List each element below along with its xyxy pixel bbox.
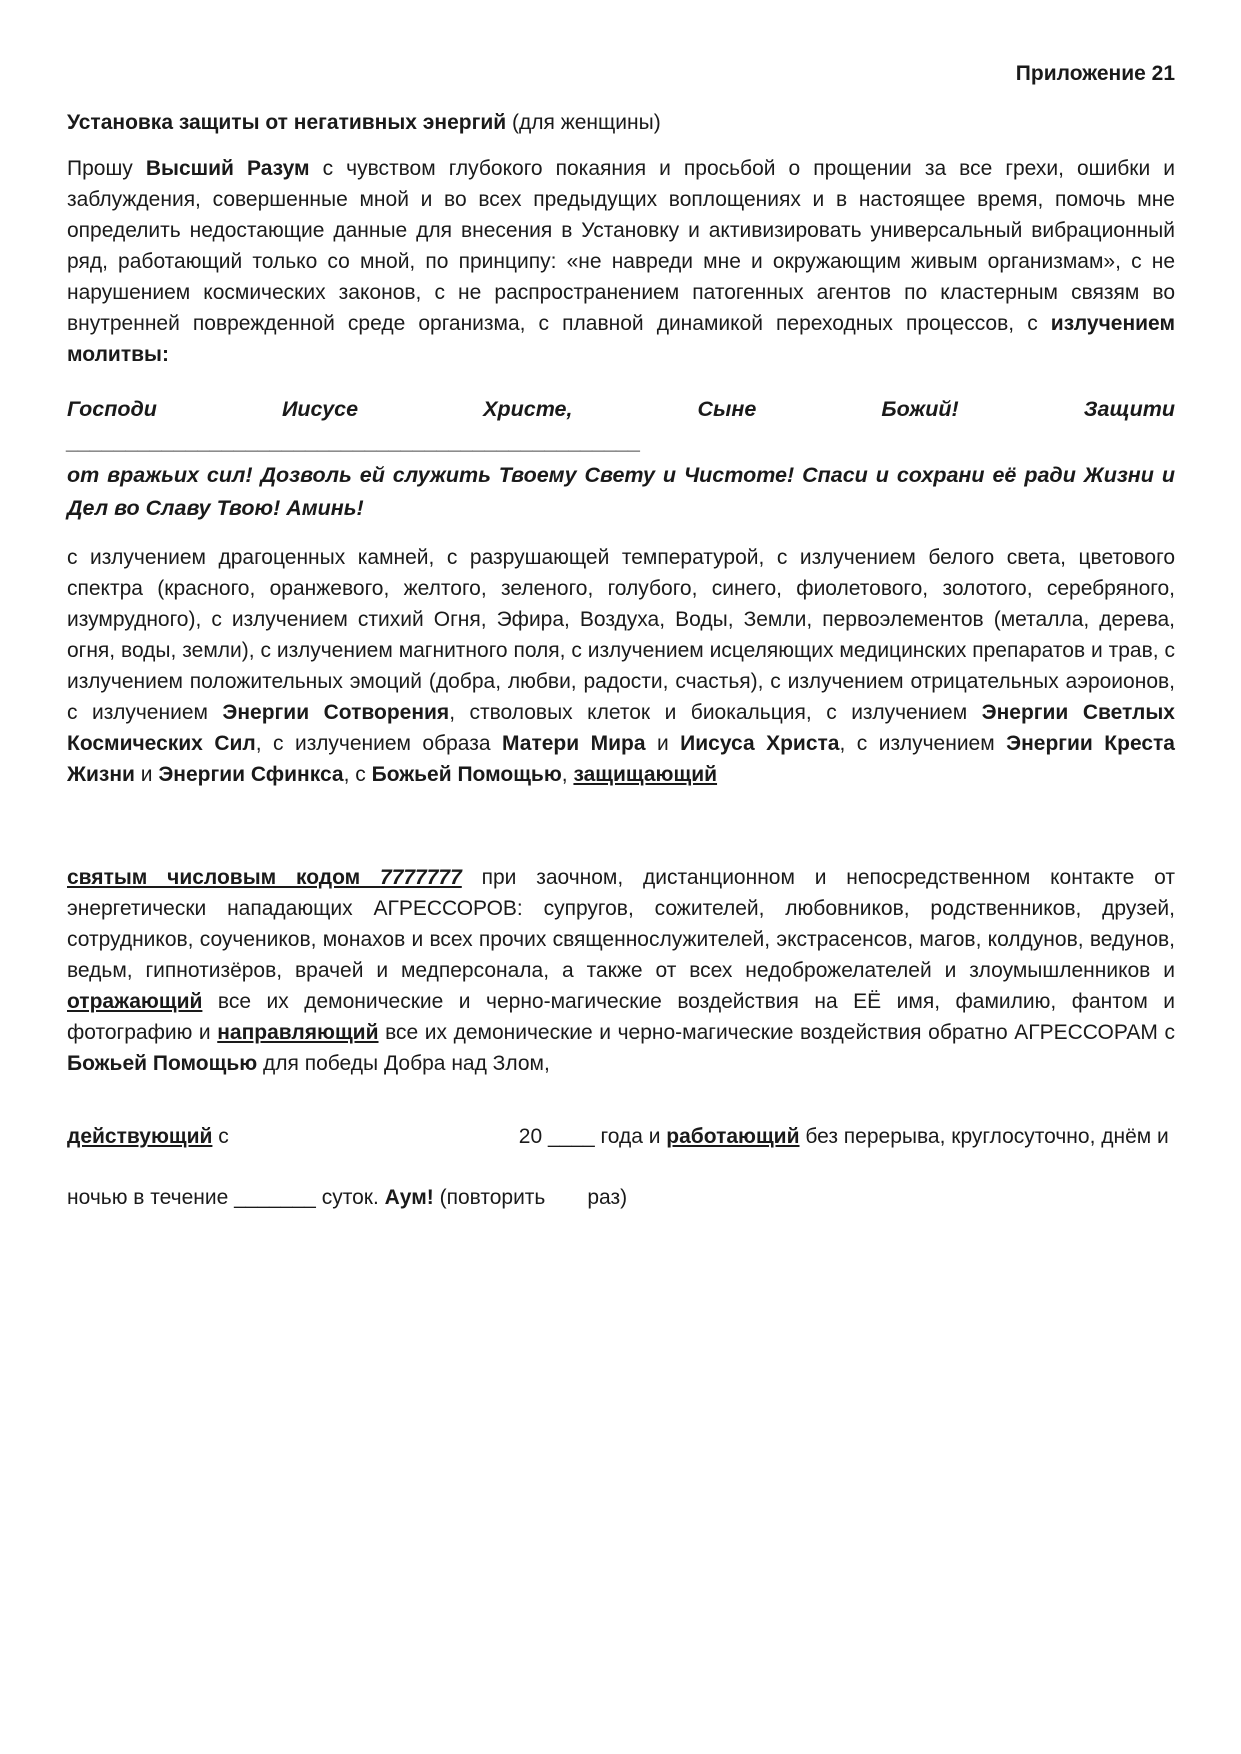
blank-space (229, 1142, 519, 1143)
blank-space (545, 1203, 587, 1204)
text-run: все их демонические и черно-магические воздействия обратно АГРЕССОРАМ с (378, 1021, 1176, 1044)
text-run: Энергии Креста Жизни (67, 732, 1175, 786)
blank-field: ________________________________________________ (67, 430, 641, 454)
code-paragraph (67, 862, 1175, 1079)
intro-paragraph (67, 153, 1175, 370)
prayer-line-with-blank (67, 393, 1175, 459)
text-run: при заочном, дистанционном и непосредственном контакте от энергетически нападающих АГРЕССОРОВ: супругов, сожителей, любовников, родственников, друзей, сотрудников, соучеников, монахов и всех прочих священнослужителей, экстрасенсов, магов, колдунов, ведунов, ведьм, гипнотизёров, врачей и медперсонала, а также от всех недоброжелателей и злоумышленников и (67, 866, 1175, 982)
text-run: Иисуса Христа (680, 732, 840, 755)
text-run: , с (343, 763, 372, 786)
text-run: Божьей Помощью (371, 763, 562, 786)
text-run: 7777777 (380, 866, 462, 889)
text-run: (повторить (433, 1186, 546, 1209)
text-run: для победы Добра над Злом, (257, 1052, 550, 1075)
text-run: и (645, 732, 681, 755)
text-run: Высший Разум (145, 157, 310, 180)
text-run: все их демонические и черно-магические воздействия на ЕЁ имя, фамилию, фантом и фотографию и (67, 990, 1175, 1044)
blank-field: _______ (234, 1186, 316, 1209)
validity-line (67, 1121, 1175, 1152)
text-run: 20 (518, 1125, 548, 1148)
text-run: с излучением драгоценных камней, с разрушающей температурой, с излучением белого света, цветового спектра (красного, оранжевого, желтого, зеленого, голубого, синего, фиолетового, золотого, серебряного, изумрудного), с излучением стихий Огня, Эфира, Воздуха, Воды, Земли, первоэлементов (металла, дерева, огня, воды, земли), с излучением магнитного поля, с излучением исцеляющих медицинских препаратов и трав, с излучением положительных эмоций (добра, любви, радости, счастья), с излучением отрицательных аэроионов, с излучением (67, 546, 1175, 724)
text-run: направляющий (217, 1021, 379, 1044)
text-run: Аум! (384, 1186, 434, 1209)
text-run: отражающий (67, 990, 203, 1013)
text-run: Энергии Светлых Космических Сил (67, 701, 1175, 755)
text-run: Установка защиты от негативных энергий (67, 111, 507, 134)
text-run: года и (594, 1125, 667, 1148)
duration-line (67, 1182, 1175, 1213)
text-run: Энергии Сфинкса (158, 763, 344, 786)
text-run: и (134, 763, 159, 786)
text-run: Прошу (67, 157, 146, 180)
text-run: Энергии Сотворения (222, 701, 450, 724)
prayer-continued (67, 459, 1175, 525)
text-run: с (212, 1125, 229, 1148)
appendix-label: Приложение 21 (1015, 62, 1175, 85)
text-run: излучением молитвы: (67, 312, 1175, 366)
text-run: с чувством глубокого покаяния и просьбой о прощении за все грехи, ошибки и заблуждения, совершенные мной и во всех предыдущих воплощениях и в настоящее время, помочь мне определить недостающие данные для внесения в Установку и активизировать универсальный вибрационный ряд, работающий только со мной, по принципу: «не навреди мне и окружающим живым организмам», с не нарушением космических законов, с не распространением патогенных агентов по кластерным связям во внутренней поврежденной среде организма, с плавной динамикой переходных процессов, с (67, 157, 1175, 335)
text-run: защищающий (573, 763, 718, 786)
text-run: , (561, 763, 574, 786)
blank-field: ____ (547, 1125, 595, 1148)
text-run: действующий (67, 1125, 213, 1148)
text-run: раз) (587, 1186, 628, 1209)
text-run: Божьей Помощью (67, 1052, 258, 1075)
text-run: без перерыва, круглосуточно, днём и (799, 1125, 1169, 1148)
radiation-paragraph (67, 542, 1175, 790)
text-run: работающий (666, 1125, 800, 1148)
text-run: , с излучением (839, 732, 1007, 755)
text-run: от вражьих сил! Дозволь ей служить Твоему Свету и Чистоте! Спаси и сохрани её ради Жизни и Дел во Славу Твою! Аминь! (67, 463, 1175, 520)
document-title (67, 110, 1175, 136)
text-run: ночью в течение (67, 1186, 235, 1209)
text-run: (для женщины) (506, 111, 661, 134)
text-run: Матери Мира (502, 732, 646, 755)
text-run: святым числовым кодом (67, 866, 381, 889)
text-run: , с излучением образа (255, 732, 503, 755)
text-run: , стволовых клеток и биокальция, с излучением (449, 701, 982, 724)
text-run: суток. (315, 1186, 385, 1209)
text-run: Господи Иисусе Христе, Сыне Божий! Защити (67, 397, 1175, 421)
